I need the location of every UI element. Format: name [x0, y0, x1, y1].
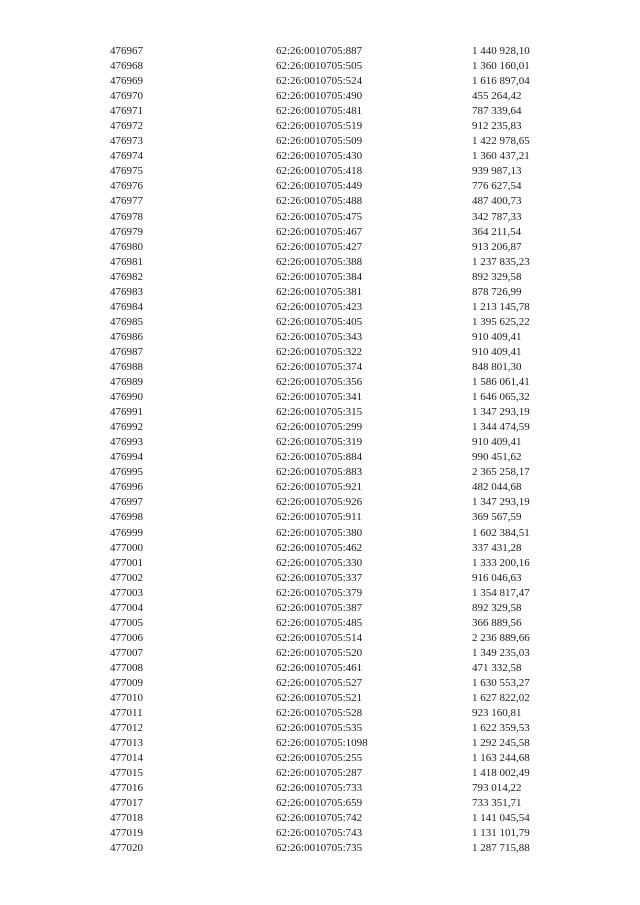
row-number-cell: 476995	[110, 466, 143, 479]
row-number-cell: 476990	[110, 391, 143, 404]
cadastral-value-cell: 1 349 235,03	[472, 646, 530, 659]
cadastral-number-cell: 62:26:0010705:521	[276, 692, 363, 705]
cadastral-value-cell: 776 627,54	[472, 180, 522, 193]
table-row	[0, 240, 640, 255]
cadastral-number-cell: 62:26:0010705:733	[276, 782, 363, 795]
table-row	[0, 736, 640, 751]
row-number-cell: 476997	[110, 496, 143, 509]
table-row	[0, 74, 640, 89]
cadastral-number-cell: 62:26:0010705:462	[276, 541, 363, 554]
cadastral-number-cell: 62:26:0010705:423	[276, 300, 363, 313]
row-number-cell: 477004	[110, 601, 143, 614]
cadastral-value-cell: 910 409,41	[472, 436, 522, 449]
cadastral-value-cell: 1 440 928,10	[472, 45, 530, 57]
cadastral-number-cell: 62:26:0010705:735	[276, 842, 363, 855]
cadastral-value-cell: 892 329,58	[472, 270, 522, 283]
cadastral-number-cell: 62:26:0010705:379	[276, 586, 363, 599]
table-row	[0, 495, 640, 510]
cadastral-number-cell: 62:26:0010705:528	[276, 707, 363, 720]
table-row	[0, 586, 640, 601]
row-number-cell: 477000	[110, 541, 143, 554]
row-number-cell: 476973	[110, 135, 143, 148]
cadastral-number-cell: 62:26:0010705:743	[276, 827, 363, 840]
cadastral-value-cell: 369 567,59	[472, 511, 522, 524]
row-number-cell: 477014	[110, 752, 143, 765]
row-number-cell: 476968	[110, 60, 143, 73]
table-row	[0, 270, 640, 285]
table-row	[0, 510, 640, 525]
cadastral-value-cell: 366 889,56	[472, 616, 522, 629]
row-number-cell: 476985	[110, 315, 143, 328]
cadastral-value-cell: 892 329,58	[472, 601, 522, 614]
row-number-cell: 476993	[110, 436, 143, 449]
cadastral-value-cell: 1 627 822,02	[472, 692, 530, 705]
cadastral-number-cell: 62:26:0010705:384	[276, 270, 363, 283]
row-number-cell: 476982	[110, 270, 143, 283]
row-number-cell: 477012	[110, 722, 143, 735]
cadastral-value-cell: 939 987,13	[472, 165, 522, 178]
table-row	[0, 225, 640, 240]
row-number-cell: 476998	[110, 511, 143, 524]
row-number-cell: 477016	[110, 782, 143, 795]
cadastral-number-cell: 62:26:0010705:887	[276, 45, 363, 57]
table-row	[0, 435, 640, 450]
table-row	[0, 360, 640, 375]
row-number-cell: 476980	[110, 240, 143, 253]
row-number-cell: 476992	[110, 421, 143, 434]
cadastral-value-cell: 1 131 101,79	[472, 827, 530, 840]
cadastral-value-cell: 342 787,33	[472, 210, 522, 223]
table-row	[0, 134, 640, 149]
row-number-cell: 476996	[110, 481, 143, 494]
cadastral-number-cell: 62:26:0010705:467	[276, 225, 363, 238]
row-number-cell: 477008	[110, 661, 143, 674]
cadastral-number-cell: 62:26:0010705:405	[276, 315, 363, 328]
table-row	[0, 89, 640, 104]
cadastral-number-cell: 62:26:0010705:485	[276, 616, 363, 629]
row-number-cell: 476986	[110, 330, 143, 343]
row-number-cell: 476975	[110, 165, 143, 178]
cadastral-number-cell: 62:26:0010705:374	[276, 360, 363, 373]
row-number-cell: 476970	[110, 90, 143, 103]
table-row	[0, 149, 640, 164]
table-row	[0, 405, 640, 420]
cadastral-value-cell: 910 409,41	[472, 345, 522, 358]
table-row	[0, 164, 640, 179]
row-number-cell: 477005	[110, 616, 143, 629]
cadastral-value-cell: 1 630 553,27	[472, 676, 530, 689]
row-number-cell: 477003	[110, 586, 143, 599]
row-number-cell: 477018	[110, 812, 143, 825]
table-row	[0, 420, 640, 435]
table-row	[0, 194, 640, 209]
cadastral-number-cell: 62:26:0010705:659	[276, 797, 363, 810]
table-row	[0, 631, 640, 646]
cadastral-value-cell: 916 046,63	[472, 571, 522, 584]
row-number-cell: 476979	[110, 225, 143, 238]
cadastral-number-cell: 62:26:0010705:1098	[276, 737, 368, 750]
cadastral-number-cell: 62:26:0010705:449	[276, 180, 363, 193]
row-number-cell: 476972	[110, 120, 143, 133]
row-number-cell: 476999	[110, 526, 143, 539]
cadastral-number-cell: 62:26:0010705:926	[276, 496, 363, 509]
cadastral-number-cell: 62:26:0010705:911	[276, 511, 362, 524]
cadastral-value-table	[0, 44, 640, 857]
cadastral-value-cell: 1 287 715,88	[472, 842, 530, 855]
table-row	[0, 601, 640, 616]
cadastral-number-cell: 62:26:0010705:341	[276, 391, 363, 404]
row-number-cell: 477002	[110, 571, 143, 584]
table-row	[0, 210, 640, 225]
cadastral-number-cell: 62:26:0010705:884	[276, 451, 363, 464]
cadastral-number-cell: 62:26:0010705:356	[276, 376, 363, 389]
cadastral-number-cell: 62:26:0010705:255	[276, 752, 363, 765]
cadastral-value-cell: 1 213 145,78	[472, 300, 530, 313]
cadastral-number-cell: 62:26:0010705:524	[276, 75, 363, 88]
table-row	[0, 646, 640, 661]
cadastral-number-cell: 62:26:0010705:488	[276, 195, 363, 208]
row-number-cell: 476978	[110, 210, 143, 223]
cadastral-number-cell: 62:26:0010705:381	[276, 285, 363, 298]
cadastral-value-cell: 1 344 474,59	[472, 421, 530, 434]
table-row	[0, 766, 640, 781]
table-row	[0, 255, 640, 270]
row-number-cell: 476981	[110, 255, 143, 268]
cadastral-value-cell: 1 163 244,68	[472, 752, 530, 765]
row-number-cell: 476969	[110, 75, 143, 88]
cadastral-number-cell: 62:26:0010705:921	[276, 481, 363, 494]
cadastral-number-cell: 62:26:0010705:380	[276, 526, 363, 539]
row-number-cell: 477013	[110, 737, 143, 750]
table-row	[0, 480, 640, 495]
cadastral-value-cell: 1 237 835,23	[472, 255, 530, 268]
cadastral-number-cell: 62:26:0010705:481	[276, 105, 363, 118]
cadastral-value-cell: 878 726,99	[472, 285, 522, 298]
cadastral-value-cell: 1 141 045,54	[472, 812, 530, 825]
table-row	[0, 841, 640, 856]
cadastral-value-cell: 471 332,58	[472, 661, 522, 674]
table-row	[0, 721, 640, 736]
table-row	[0, 330, 640, 345]
table-row	[0, 751, 640, 766]
cadastral-value-cell: 1 354 817,47	[472, 586, 530, 599]
table-row	[0, 390, 640, 405]
cadastral-number-cell: 62:26:0010705:514	[276, 631, 363, 644]
cadastral-value-cell: 1 333 200,16	[472, 556, 530, 569]
cadastral-number-cell: 62:26:0010705:883	[276, 466, 363, 479]
row-number-cell: 476983	[110, 285, 143, 298]
cadastral-value-cell: 848 801,30	[472, 360, 522, 373]
table-row	[0, 315, 640, 330]
table-row	[0, 104, 640, 119]
cadastral-number-cell: 62:26:0010705:505	[276, 60, 363, 73]
cadastral-value-cell: 2 236 889,66	[472, 631, 530, 644]
table-row	[0, 526, 640, 541]
row-number-cell: 476977	[110, 195, 143, 208]
cadastral-value-cell: 482 044,68	[472, 481, 522, 494]
cadastral-value-cell: 1 418 002,49	[472, 767, 530, 780]
cadastral-number-cell: 62:26:0010705:337	[276, 571, 363, 584]
table-row	[0, 781, 640, 796]
cadastral-value-cell: 487 400,73	[472, 195, 522, 208]
table-row	[0, 661, 640, 676]
row-number-cell: 477009	[110, 676, 143, 689]
cadastral-number-cell: 62:26:0010705:430	[276, 150, 363, 163]
row-number-cell: 476984	[110, 300, 143, 313]
row-number-cell: 476967	[110, 45, 143, 57]
cadastral-number-cell: 62:26:0010705:535	[276, 722, 363, 735]
row-number-cell: 477006	[110, 631, 143, 644]
cadastral-number-cell: 62:26:0010705:418	[276, 165, 363, 178]
cadastral-number-cell: 62:26:0010705:475	[276, 210, 363, 223]
cadastral-number-cell: 62:26:0010705:330	[276, 556, 363, 569]
row-number-cell: 476976	[110, 180, 143, 193]
cadastral-value-cell: 912 235,83	[472, 120, 522, 133]
table-row	[0, 179, 640, 194]
table-row	[0, 375, 640, 390]
cadastral-value-cell: 1 395 625,22	[472, 315, 530, 328]
cadastral-number-cell: 62:26:0010705:490	[276, 90, 363, 103]
row-number-cell: 476991	[110, 406, 143, 419]
row-number-cell: 476989	[110, 376, 143, 389]
cadastral-number-cell: 62:26:0010705:322	[276, 345, 363, 358]
row-number-cell: 477011	[110, 707, 143, 720]
table-row	[0, 300, 640, 315]
cadastral-value-cell: 913 206,87	[472, 240, 522, 253]
cadastral-value-cell: 1 646 065,32	[472, 391, 530, 404]
cadastral-value-cell: 990 451,62	[472, 451, 522, 464]
table-row	[0, 345, 640, 360]
row-number-cell: 476987	[110, 345, 143, 358]
cadastral-value-cell: 1 360 437,21	[472, 150, 530, 163]
cadastral-value-cell: 1 602 384,51	[472, 526, 530, 539]
cadastral-value-cell: 1 347 293,19	[472, 406, 530, 419]
cadastral-number-cell: 62:26:0010705:461	[276, 661, 363, 674]
table-row	[0, 59, 640, 74]
table-row	[0, 285, 640, 300]
row-number-cell: 477001	[110, 556, 143, 569]
row-number-cell: 476988	[110, 360, 143, 373]
cadastral-number-cell: 62:26:0010705:509	[276, 135, 363, 148]
table-row	[0, 450, 640, 465]
row-number-cell: 477007	[110, 646, 143, 659]
row-number-cell: 477010	[110, 692, 143, 705]
table-row	[0, 616, 640, 631]
table-row	[0, 465, 640, 480]
cadastral-number-cell: 62:26:0010705:299	[276, 421, 363, 434]
table-row	[0, 571, 640, 586]
cadastral-value-cell: 2 365 258,17	[472, 466, 530, 479]
cadastral-value-cell: 1 292 245,58	[472, 737, 530, 750]
cadastral-number-cell: 62:26:0010705:742	[276, 812, 363, 825]
row-number-cell: 477015	[110, 767, 143, 780]
row-number-cell: 476994	[110, 451, 143, 464]
cadastral-number-cell: 62:26:0010705:343	[276, 330, 363, 343]
cadastral-number-cell: 62:26:0010705:520	[276, 646, 363, 659]
table-row	[0, 119, 640, 134]
cadastral-value-cell: 787 339,64	[472, 105, 522, 118]
cadastral-value-cell: 1 347 293,19	[472, 496, 530, 509]
cadastral-value-cell: 1 586 061,41	[472, 376, 530, 389]
cadastral-value-cell: 455 264,42	[472, 90, 522, 103]
cadastral-value-cell: 364 211,54	[472, 225, 522, 238]
cadastral-number-cell: 62:26:0010705:527	[276, 676, 363, 689]
cadastral-value-cell: 1 616 897,04	[472, 75, 530, 88]
cadastral-value-cell: 337 431,28	[472, 541, 522, 554]
row-number-cell: 476974	[110, 150, 143, 163]
table-row	[0, 706, 640, 721]
cadastral-number-cell: 62:26:0010705:519	[276, 120, 363, 133]
row-number-cell: 477019	[110, 827, 143, 840]
cadastral-number-cell: 62:26:0010705:319	[276, 436, 363, 449]
table-row	[0, 811, 640, 826]
table-row	[0, 556, 640, 571]
cadastral-value-cell: 923 160,81	[472, 707, 522, 720]
cadastral-value-cell: 1 422 978,65	[472, 135, 530, 148]
table-row	[0, 691, 640, 706]
cadastral-value-cell: 1 622 359,53	[472, 722, 530, 735]
cadastral-number-cell: 62:26:0010705:387	[276, 601, 363, 614]
table-row	[0, 541, 640, 556]
cadastral-number-cell: 62:26:0010705:427	[276, 240, 363, 253]
cadastral-value-cell: 910 409,41	[472, 330, 522, 343]
row-number-cell: 476971	[110, 105, 143, 118]
table-row	[0, 44, 640, 59]
table-row	[0, 796, 640, 811]
table-row	[0, 676, 640, 691]
row-number-cell: 477020	[110, 842, 143, 855]
cadastral-value-cell: 793 014,22	[472, 782, 522, 795]
cadastral-value-cell: 733 351,71	[472, 797, 522, 810]
cadastral-number-cell: 62:26:0010705:315	[276, 406, 363, 419]
table-row	[0, 826, 640, 841]
cadastral-number-cell: 62:26:0010705:388	[276, 255, 363, 268]
row-number-cell: 477017	[110, 797, 143, 810]
cadastral-value-cell: 1 360 160,01	[472, 60, 530, 73]
cadastral-number-cell: 62:26:0010705:287	[276, 767, 363, 780]
